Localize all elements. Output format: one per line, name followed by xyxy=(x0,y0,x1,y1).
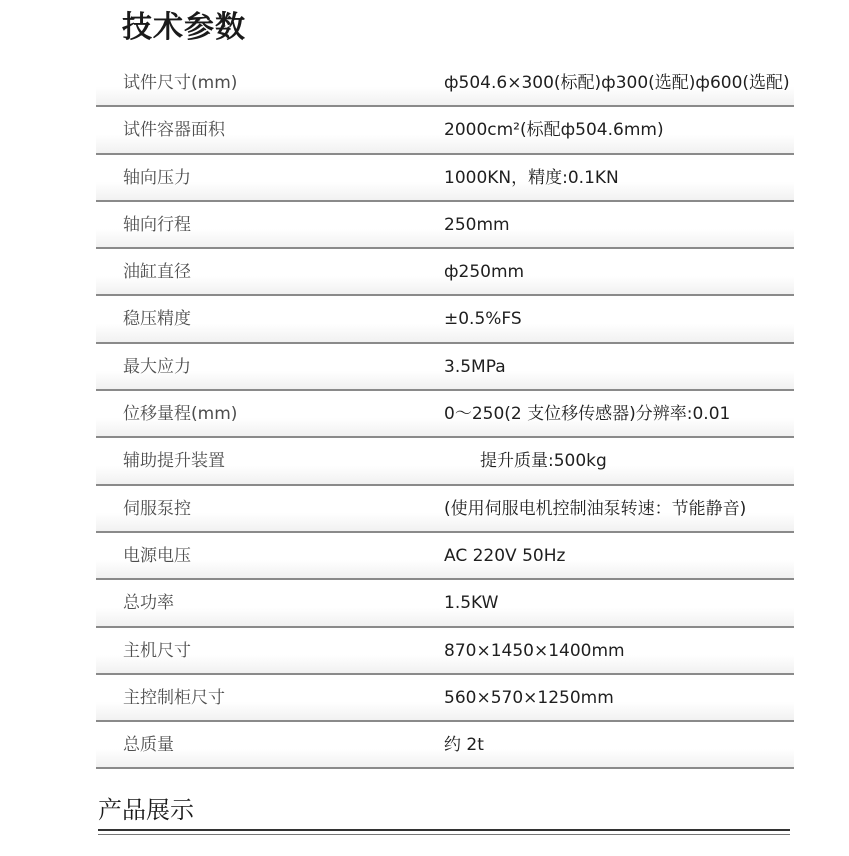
spec-value: AC 220V 50Hz xyxy=(444,545,566,566)
spec-label: 油缸直径 xyxy=(123,262,191,283)
section-heading: 产品展示 xyxy=(98,796,194,824)
spec-label: 轴向压力 xyxy=(123,167,191,188)
spec-row-control-cabinet-size xyxy=(96,675,794,722)
spec-value: ф250mm xyxy=(444,262,525,283)
spec-row-cylinder-diameter xyxy=(96,249,794,296)
spec-row-axial-stroke xyxy=(96,202,794,249)
spec-value: 0～250(2 支位移传感器)分辨率:0.01 xyxy=(444,404,731,425)
spec-label: 辅助提升装置 xyxy=(123,451,225,472)
spec-value: ±0.5%FS xyxy=(444,309,522,330)
spec-row-axial-pressure xyxy=(96,155,794,202)
spec-row-total-power xyxy=(96,580,794,627)
page-title: 技术参数 xyxy=(122,10,246,45)
spec-label: 主机尺寸 xyxy=(123,640,191,661)
spec-row-lifting-device xyxy=(96,438,794,485)
spec-label: 稳压精度 xyxy=(123,309,191,330)
spec-row-container-area xyxy=(96,107,794,154)
spec-value: 约 2t xyxy=(444,735,484,756)
spec-row-pressure-stability xyxy=(96,296,794,343)
spec-table xyxy=(96,60,794,769)
spec-row-max-stress xyxy=(96,344,794,391)
spec-value: 1000KN，精度:0.1KN xyxy=(444,167,619,188)
spec-row-specimen-size xyxy=(96,60,794,107)
spec-row-power-voltage xyxy=(96,533,794,580)
spec-value: 870×1450×1400mm xyxy=(444,640,625,661)
spec-value: 560×570×1250mm xyxy=(444,687,614,708)
spec-value: ф504.6×300(标配)ф300(选配)ф600(选配) xyxy=(444,73,790,93)
spec-row-main-unit-size xyxy=(96,628,794,675)
spec-row-total-weight xyxy=(96,722,794,769)
spec-label: 主控制柜尺寸 xyxy=(123,687,225,708)
section-divider xyxy=(98,829,790,835)
spec-row-servo-pump xyxy=(96,486,794,533)
spec-label: 伺服泵控 xyxy=(123,498,191,519)
spec-value: 1.5KW xyxy=(444,593,499,614)
spec-label: 位移量程(mm) xyxy=(123,404,238,425)
spec-label: 试件尺寸(mm) xyxy=(123,73,238,93)
spec-value: 3.5MPa xyxy=(444,356,506,377)
spec-label: 轴向行程 xyxy=(123,214,191,235)
spec-value: 2000cm²(标配ф504.6mm) xyxy=(444,120,664,141)
spec-value: (使用伺服电机控制油泵转速：节能静音) xyxy=(444,498,747,519)
spec-value: 250mm xyxy=(444,214,510,235)
spec-label: 总质量 xyxy=(123,735,174,756)
spec-value: 提升质量:500kg xyxy=(480,451,607,472)
spec-label: 总功率 xyxy=(123,593,174,614)
spec-label: 电源电压 xyxy=(123,545,191,566)
spec-label: 最大应力 xyxy=(123,356,191,377)
spec-label: 试件容器面积 xyxy=(123,120,225,141)
spec-row-displacement-range xyxy=(96,391,794,438)
